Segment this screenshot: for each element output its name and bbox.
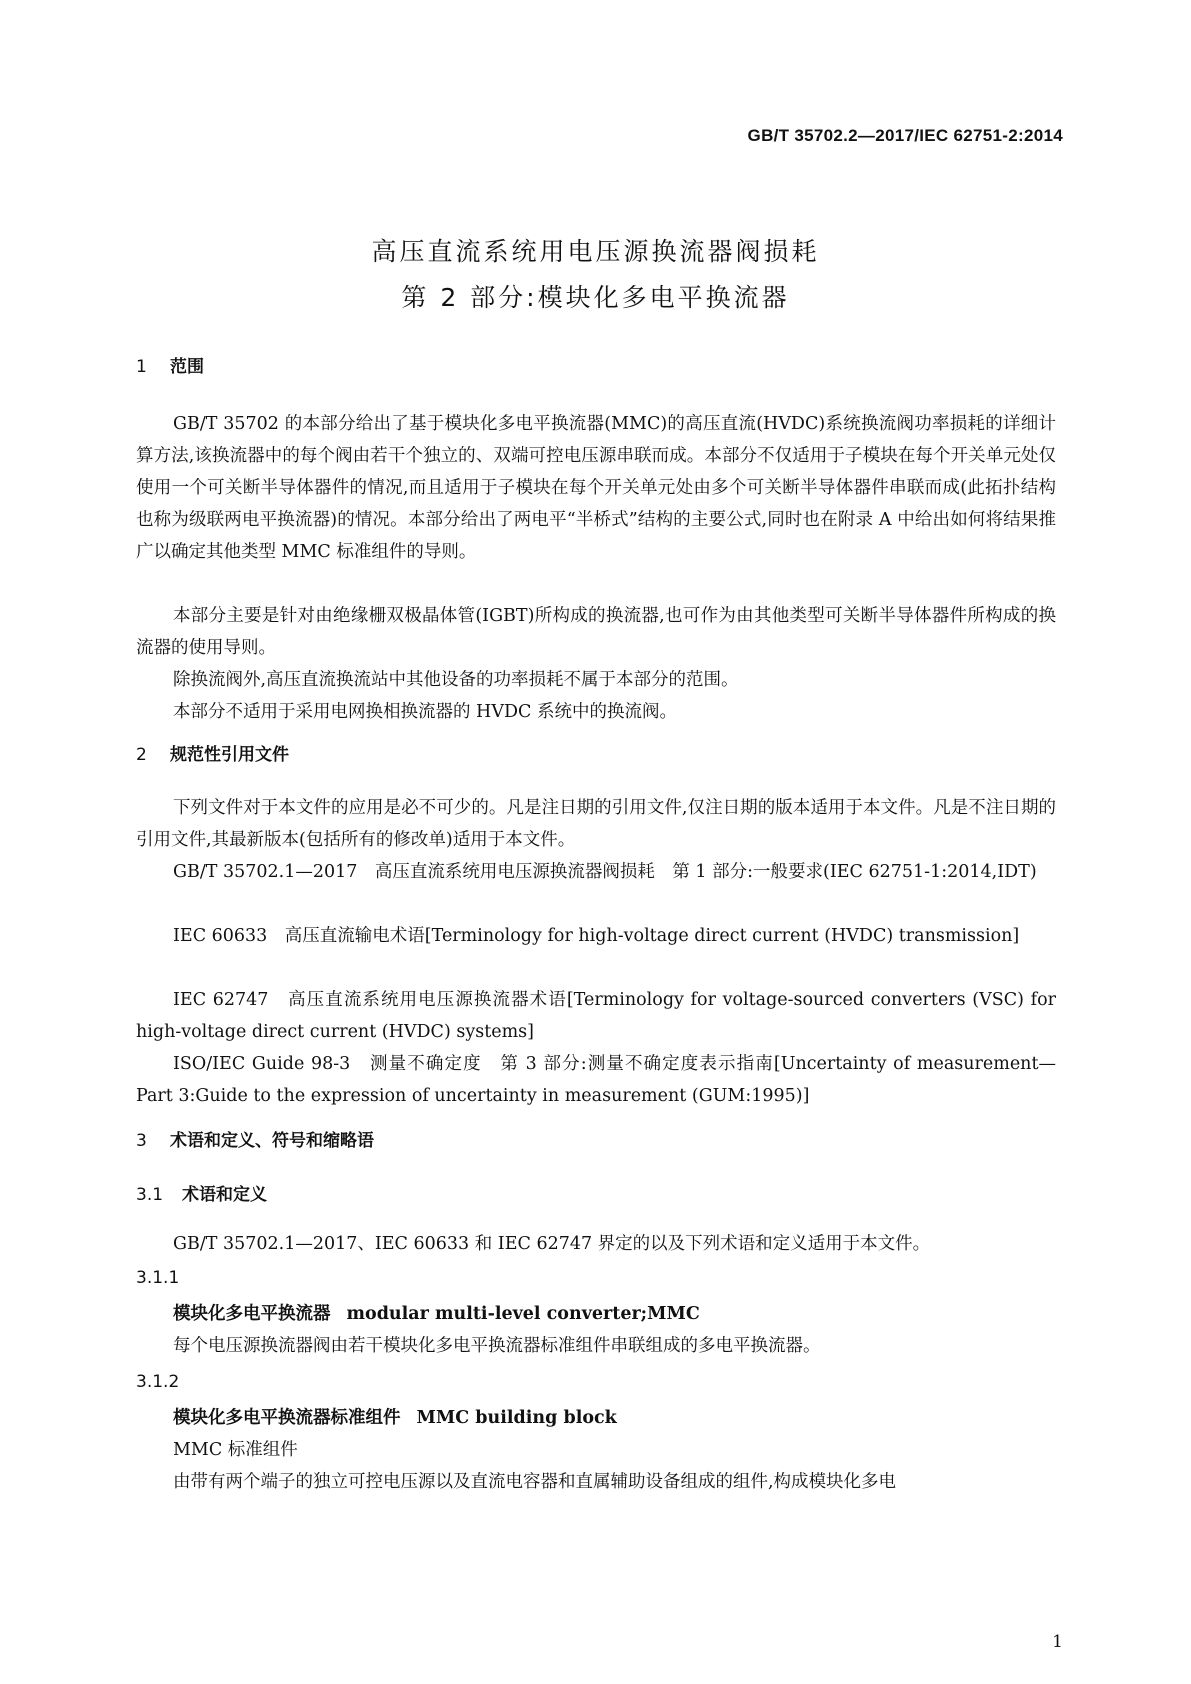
- section-1-heading: [136, 352, 204, 377]
- term-definition: 由带有两个端子的独立可控电压源以及直流电容器和直属辅助设备组成的组件,构成模块化多电: [173, 1472, 897, 1492]
- term-entry: [173, 1300, 700, 1325]
- section-number: 1: [136, 357, 147, 377]
- section-title: 规范性引用文件: [170, 745, 289, 765]
- term-definition: 每个电压源换流器阀由若干模块化多电平换流器标准组件串联组成的多电平换流器。: [173, 1336, 821, 1356]
- subsection-number: 3.1: [136, 1185, 164, 1205]
- term-english: MMC building block: [416, 1408, 617, 1428]
- term-chinese: 模块化多电平换流器: [173, 1304, 331, 1324]
- paragraph: GB/T 35702 的本部分给出了基于模块化多电平换流器(MMC)的高压直流(HVDC)系统换流阀功率损耗的详细计算方法,该换流器中的每个阀由若干个独立的、双端可控电压源串联而成。本部分不仅适用于子模块在每个开关单元处仅使用一个可关断半导体器件的情况,而且适用于子模块在每个开关单元处由多个可关断半导体器件串联而成(此拓扑结构也称为级联两电平换流器)的情况。本部分给出了两电平“半桥式”结构的主要公式,同时也在附录 A 中给出如何将结果推广以确定其他类型 MMC 标准组件的导则。: [136, 414, 1056, 562]
- term-alternative: MMC 标准组件: [173, 1440, 298, 1460]
- standard-code: GB/T 35702.2—2017/IEC 62751-2:2014: [747, 126, 1063, 145]
- document-title-line2: 第 2 部分:模块化多电平换流器: [401, 283, 790, 312]
- reference-item: IEC 62747 高压直流系统用电压源换流器术语[Terminology for voltage-sourced converters (VSC) for high-voltage direct current (HVDC) systems]: [136, 990, 1056, 1042]
- paragraph: 除换流阀外,高压直流换流站中其他设备的功率损耗不属于本部分的范围。: [173, 670, 739, 690]
- paragraph: 本部分不适用于采用电网换相换流器的 HVDC 系统中的换流阀。: [173, 702, 677, 722]
- paragraph: 本部分主要是针对由绝缘栅双极晶体管(IGBT)所构成的换流器,也可作为由其他类型可关断半导体器件所构成的换流器的使用导则。: [136, 606, 1056, 658]
- page-number: 1: [1052, 1632, 1063, 1652]
- reference-item: GB/T 35702.1—2017 高压直流系统用电压源换流器阀损耗 第 1 部分:一般要求(IEC 62751-1:2014,IDT): [173, 862, 1037, 882]
- reference-item: IEC 60633 高压直流输电术语[Terminology for high-voltage direct current (HVDC) transmission]: [173, 926, 1020, 946]
- section-title: 范围: [170, 357, 204, 377]
- term-chinese: 模块化多电平换流器标准组件: [173, 1408, 401, 1428]
- subsection-3-1-heading: [136, 1180, 267, 1205]
- paragraph: 下列文件对于本文件的应用是必不可少的。凡是注日期的引用文件,仅注日期的版本适用于本文件。凡是不注日期的引用文件,其最新版本(包括所有的修改单)适用于本文件。: [136, 798, 1056, 850]
- reference-item: ISO/IEC Guide 98-3 测量不确定度 第 3 部分:测量不确定度表示指南[Uncertainty of measurement—Part 3:Guide to the expression of uncertainty in measurement (GUM:1995)]: [136, 1054, 1056, 1106]
- section-number: 2: [136, 745, 147, 765]
- term-entry: [173, 1404, 617, 1429]
- section-2-heading: [136, 740, 289, 765]
- term-number: 3.1.2: [136, 1372, 180, 1392]
- section-3-heading: [136, 1126, 374, 1151]
- paragraph: GB/T 35702.1—2017、IEC 60633 和 IEC 62747 界定的以及下列术语和定义适用于本文件。: [173, 1234, 931, 1254]
- document-title-line1: 高压直流系统用电压源换流器阀损耗: [371, 237, 820, 266]
- section-title: 术语和定义、符号和缩略语: [170, 1131, 374, 1151]
- term-number: 3.1.1: [136, 1268, 180, 1288]
- term-english: modular multi-level converter;MMC: [346, 1304, 700, 1324]
- section-number: 3: [136, 1131, 147, 1151]
- subsection-title: 术语和定义: [182, 1185, 267, 1205]
